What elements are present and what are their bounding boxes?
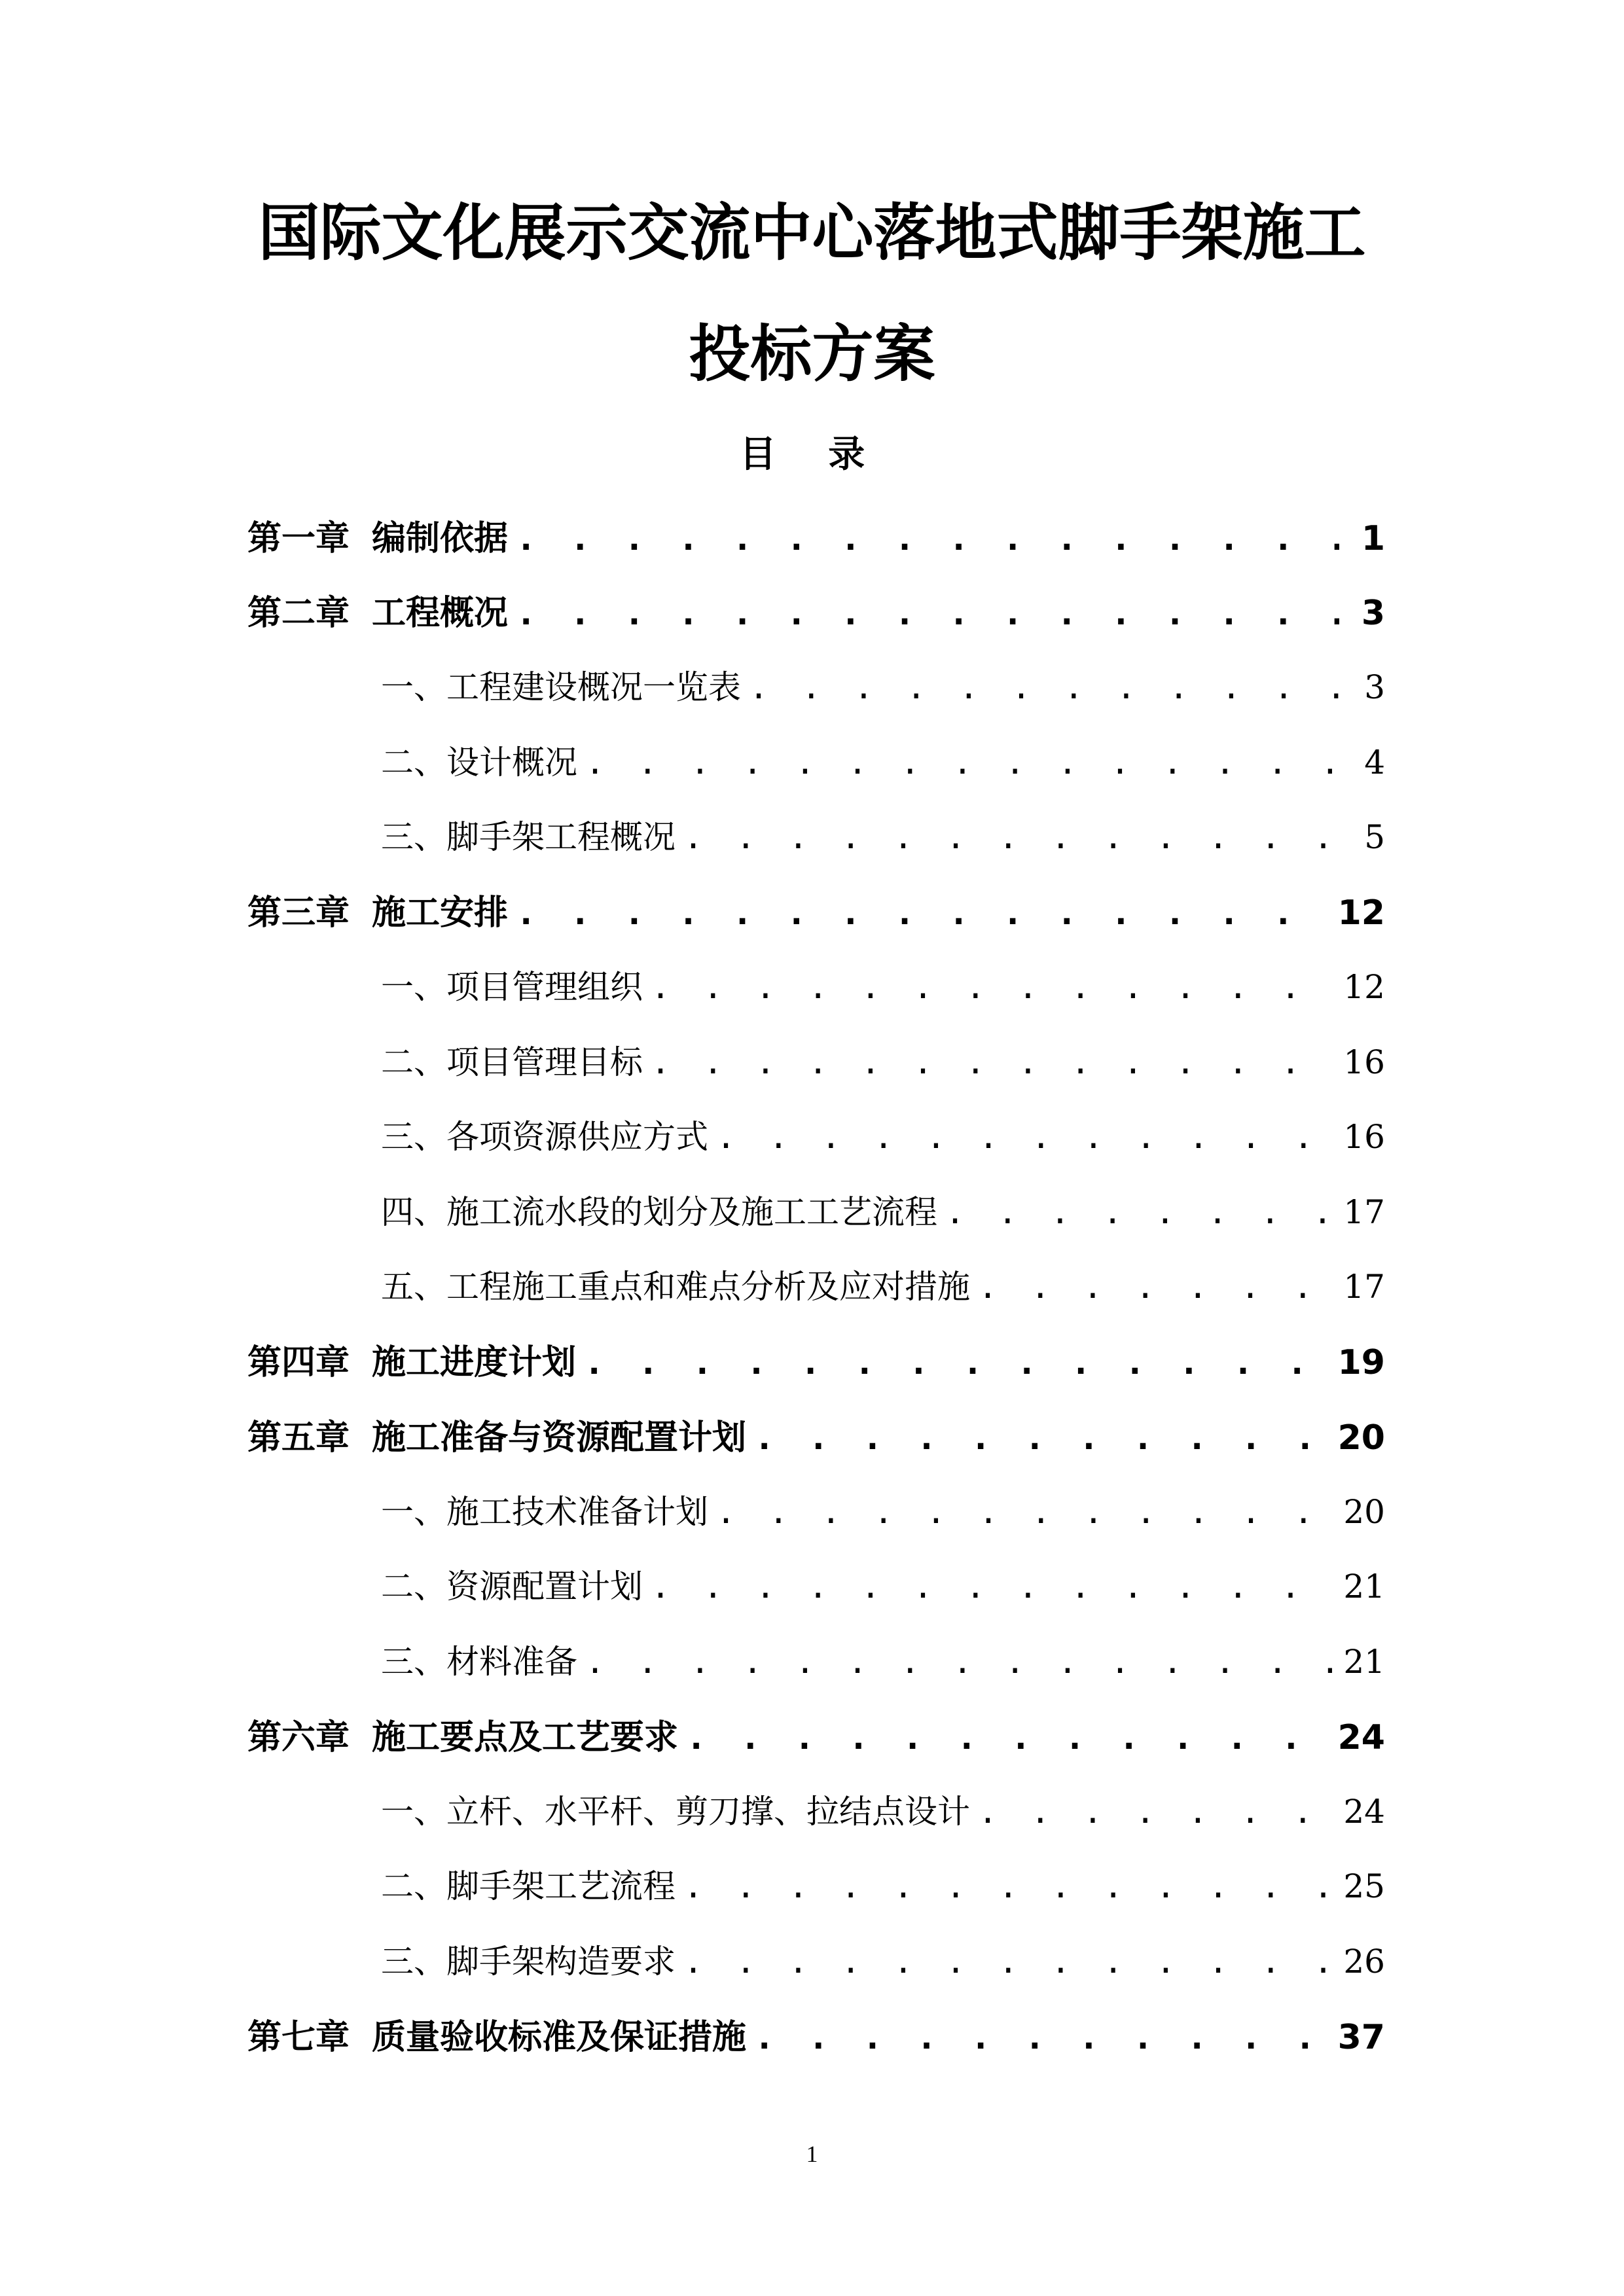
toc-entry-title: 施工安排: [372, 893, 509, 933]
toc-entry-title: 一、项目管理组织: [381, 968, 643, 1007]
toc-entry-title: 三、各项资源供应方式: [381, 1118, 708, 1157]
toc-entry-row: [381, 661, 1385, 708]
toc-chapter-entry[interactable]: [0, 497, 1624, 573]
toc-dot-leader: [643, 1043, 1334, 1081]
toc-entry-row: [247, 1410, 1385, 1459]
toc-chapter-entry[interactable]: [0, 1996, 1624, 2072]
toc-entry-row: [381, 1935, 1385, 1982]
toc-dot-leader: [508, 594, 1339, 633]
toc-chapter-number: 第七章: [247, 2017, 350, 2057]
toc-entry-title: 施工准备与资源配置计划: [372, 1418, 747, 1458]
toc-page-number: 24: [1337, 1717, 1385, 1757]
toc-dot-leader: [508, 893, 1329, 933]
toc-page-number: 26: [1343, 1942, 1385, 1981]
table-of-contents: [0, 497, 1624, 2072]
toc-page-number: 3: [1361, 594, 1385, 634]
toc-dot-leader: [676, 1867, 1334, 1905]
toc-entry-row: [381, 1186, 1385, 1233]
toc-page-number: 16: [1343, 1118, 1385, 1157]
toc-section-entry[interactable]: [0, 947, 1624, 1022]
toc-section-entry[interactable]: [0, 797, 1624, 872]
toc-dot-leader: [708, 1493, 1334, 1531]
toc-entry-title: 工程概况: [372, 594, 509, 634]
toc-entry-row: [247, 2009, 1385, 2058]
toc-chapter-number: 第一章: [247, 518, 350, 558]
toc-page-number: 20: [1343, 1492, 1385, 1531]
toc-section-entry[interactable]: [0, 1622, 1624, 1697]
toc-section-entry[interactable]: [0, 1172, 1624, 1247]
toc-dot-leader: [676, 1943, 1334, 1981]
toc-entry-title: 五、工程施工重点和难点分析及应对措施: [381, 1268, 970, 1306]
toc-section-entry[interactable]: [0, 723, 1624, 798]
toc-section-entry[interactable]: [0, 1472, 1624, 1547]
toc-entry-title: 二、脚手架工艺流程: [381, 1867, 676, 1906]
toc-page-number: 37: [1337, 2017, 1385, 2057]
toc-chapter-entry[interactable]: [0, 1696, 1624, 1772]
toc-page-number: 17: [1343, 1193, 1385, 1231]
toc-entry-row: [381, 1036, 1385, 1083]
toc-dot-leader: [577, 744, 1339, 781]
toc-page-number: 21: [1343, 1642, 1385, 1681]
toc-section-entry[interactable]: [0, 1022, 1624, 1098]
toc-dot-leader: [576, 1343, 1329, 1382]
toc-page-number: 21: [1343, 1568, 1385, 1606]
toc-entry-row: [381, 1785, 1385, 1833]
toc-entry-row: [381, 811, 1385, 858]
toc-page-number: 17: [1343, 1268, 1385, 1306]
toc-entry-title: 编制依据: [372, 518, 509, 558]
toc-entry-title: 一、工程建设概况一览表: [381, 668, 741, 707]
toc-entry-title: 质量验收标准及保证措施: [372, 2017, 747, 2057]
toc-section-entry[interactable]: [0, 1247, 1624, 1322]
toc-chapter-number: 第五章: [247, 1418, 350, 1458]
toc-heading: 目 录: [739, 433, 885, 476]
toc-dot-leader: [678, 1718, 1329, 1757]
toc-entry-title: 三、脚手架构造要求: [381, 1942, 676, 1981]
toc-chapter-number: 第二章: [247, 594, 350, 634]
toc-section-entry[interactable]: [0, 647, 1624, 723]
toc-entry-row: [247, 1335, 1385, 1384]
toc-page-number: 16: [1343, 1043, 1385, 1081]
toc-section-entry[interactable]: [0, 1547, 1624, 1622]
page-number: 1: [806, 2141, 818, 2167]
toc-entry-title: 三、材料准备: [381, 1642, 577, 1681]
toc-page-number: 20: [1337, 1418, 1385, 1458]
toc-section-entry[interactable]: [0, 1772, 1624, 1847]
toc-entry-title: 四、施工流水段的划分及施工工艺流程: [381, 1193, 937, 1231]
toc-entry-row: [381, 736, 1385, 783]
toc-entry-title: 施工进度计划: [372, 1343, 577, 1383]
toc-dot-leader: [577, 1643, 1334, 1681]
toc-page-number: 24: [1343, 1792, 1385, 1831]
toc-entry-row: [381, 1636, 1385, 1683]
toc-dot-leader: [746, 2018, 1329, 2057]
toc-entry-row: [381, 1860, 1385, 1907]
toc-section-entry[interactable]: [0, 1922, 1624, 1997]
toc-entry-row: [381, 1560, 1385, 1607]
toc-page-number: 5: [1364, 818, 1385, 857]
toc-entry-row: [247, 1710, 1385, 1759]
toc-entry-title: 一、施工技术准备计划: [381, 1492, 708, 1531]
document-title-line-2: 投标方案: [689, 319, 935, 390]
toc-chapter-entry[interactable]: [0, 573, 1624, 648]
toc-page-number: 4: [1364, 743, 1385, 781]
toc-entry-row: [247, 511, 1385, 560]
toc-entry-title: 二、资源配置计划: [381, 1568, 643, 1606]
toc-entry-row: [381, 961, 1385, 1008]
toc-entry-row: [381, 1111, 1385, 1158]
toc-page-number: 1: [1361, 518, 1385, 558]
toc-chapter-entry[interactable]: [0, 872, 1624, 948]
toc-chapter-number: 第四章: [247, 1343, 350, 1383]
toc-section-entry[interactable]: [0, 1097, 1624, 1172]
toc-chapter-number: 第三章: [247, 893, 350, 933]
toc-chapter-number: 第六章: [247, 1717, 350, 1757]
toc-entry-row: [247, 585, 1385, 634]
toc-page-number: 3: [1364, 668, 1385, 707]
toc-section-entry[interactable]: [0, 1846, 1624, 1922]
toc-page-number: 12: [1343, 968, 1385, 1007]
toc-dot-leader: [741, 668, 1339, 706]
toc-dot-leader: [676, 818, 1339, 856]
toc-dot-leader: [708, 1118, 1334, 1156]
toc-entry-row: [247, 885, 1385, 934]
toc-dot-leader: [746, 1418, 1329, 1458]
toc-entry-title: 三、脚手架工程概况: [381, 818, 676, 857]
toc-dot-leader: [643, 1568, 1334, 1605]
toc-dot-leader: [508, 519, 1339, 558]
toc-chapter-entry[interactable]: [0, 1397, 1624, 1472]
toc-dot-leader: [970, 1268, 1334, 1306]
toc-dot-leader: [970, 1793, 1334, 1831]
document-title-line-1: 国际文化展示交流中心落地式脚手架施工: [258, 198, 1366, 269]
toc-page-number: 19: [1337, 1343, 1385, 1383]
toc-entry-row: [381, 1261, 1385, 1308]
toc-entry-title: 一、立杆、水平杆、剪刀撑、拉结点设计: [381, 1792, 970, 1831]
toc-entry-title: 施工要点及工艺要求: [372, 1717, 679, 1757]
toc-page-number: 25: [1343, 1867, 1385, 1906]
toc-entry-title: 二、项目管理目标: [381, 1043, 643, 1081]
toc-chapter-entry[interactable]: [0, 1322, 1624, 1397]
toc-page-number: 12: [1337, 893, 1385, 933]
toc-dot-leader: [643, 968, 1334, 1006]
toc-dot-leader: [937, 1193, 1334, 1231]
toc-entry-title: 二、设计概况: [381, 743, 577, 781]
toc-entry-row: [381, 1486, 1385, 1533]
